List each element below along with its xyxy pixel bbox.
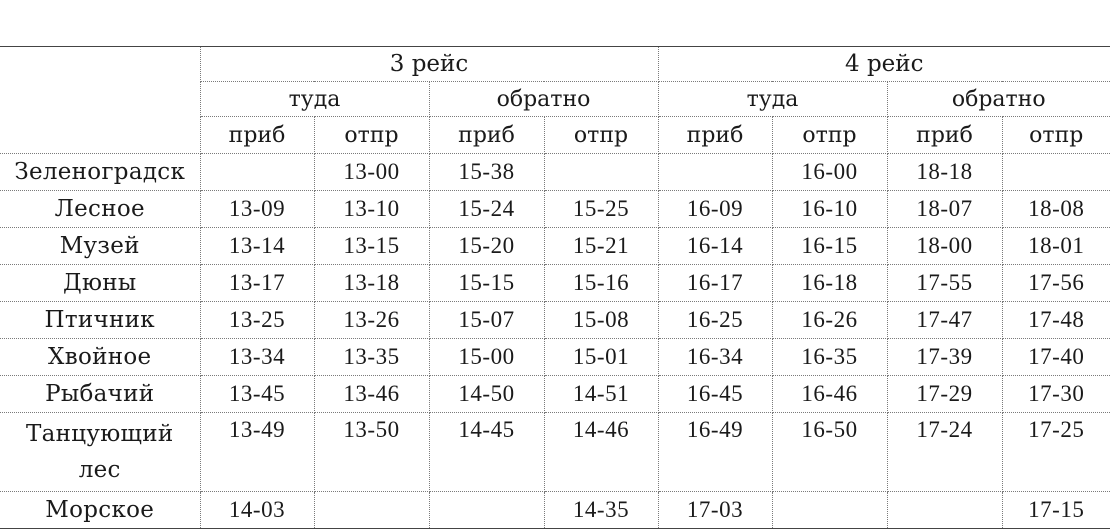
time-cell: 16-34: [658, 339, 772, 376]
table-row: [0, 413, 1110, 492]
time-cell: 13-09: [200, 191, 314, 228]
time-cell: 18-18: [887, 154, 1002, 191]
direction-header: обратно: [887, 82, 1110, 117]
time-cell: 15-15: [429, 265, 544, 302]
arrival-header: приб: [658, 117, 772, 154]
time-cell: 14-46: [544, 413, 658, 492]
time-cell: 16-26: [772, 302, 887, 339]
time-cell: 13-45: [200, 376, 314, 413]
time-cell: [772, 492, 887, 529]
time-cell: 17-40: [1002, 339, 1110, 376]
stop-name: Лесное: [0, 191, 200, 228]
time-cell: 16-18: [772, 265, 887, 302]
stop-name: Хвойное: [0, 339, 200, 376]
time-cell: 13-10: [314, 191, 429, 228]
time-cell: 16-35: [772, 339, 887, 376]
table-row: [0, 154, 1110, 191]
time-cell: 16-49: [658, 413, 772, 492]
time-cell: 17-24: [887, 413, 1002, 492]
table-row: [0, 492, 1110, 529]
time-cell: 17-25: [1002, 413, 1110, 492]
time-cell: 17-03: [658, 492, 772, 529]
time-cell: 16-09: [658, 191, 772, 228]
time-cell: 17-29: [887, 376, 1002, 413]
time-cell: 13-35: [314, 339, 429, 376]
time-cell: 17-30: [1002, 376, 1110, 413]
table-row: [0, 228, 1110, 265]
time-cell: [1002, 154, 1110, 191]
time-cell: 15-07: [429, 302, 544, 339]
trip-4-header: 4 рейс: [658, 47, 1110, 82]
trip-3-header: 3 рейс: [200, 47, 658, 82]
stop-name: Музей: [0, 228, 200, 265]
time-cell: 15-25: [544, 191, 658, 228]
trip-header-row: [0, 47, 1110, 82]
time-cell: 18-07: [887, 191, 1002, 228]
time-cell: 14-45: [429, 413, 544, 492]
time-cell: 13-46: [314, 376, 429, 413]
table-row: [0, 191, 1110, 228]
stop-name: Дюны: [0, 265, 200, 302]
time-cell: 16-46: [772, 376, 887, 413]
time-cell: 14-51: [544, 376, 658, 413]
time-cell: 16-00: [772, 154, 887, 191]
time-cell: 16-15: [772, 228, 887, 265]
arrival-header: приб: [429, 117, 544, 154]
time-cell: 16-50: [772, 413, 887, 492]
bus-schedule-table: [0, 46, 1110, 529]
time-cell: 14-50: [429, 376, 544, 413]
departure-header: отпр: [772, 117, 887, 154]
time-cell: 15-38: [429, 154, 544, 191]
time-cell: 13-17: [200, 265, 314, 302]
time-cell: 13-00: [314, 154, 429, 191]
time-cell: 15-16: [544, 265, 658, 302]
time-cell: 13-49: [200, 413, 314, 492]
time-cell: 17-15: [1002, 492, 1110, 529]
stop-name: Рыбачий: [0, 376, 200, 413]
time-cell: 13-26: [314, 302, 429, 339]
table-row: [0, 265, 1110, 302]
time-cell: 14-03: [200, 492, 314, 529]
time-cell: 17-55: [887, 265, 1002, 302]
time-cell: [658, 154, 772, 191]
time-cell: 18-08: [1002, 191, 1110, 228]
direction-header: обратно: [429, 82, 658, 117]
time-cell: [544, 154, 658, 191]
time-cell: 17-56: [1002, 265, 1110, 302]
time-cell: 13-14: [200, 228, 314, 265]
time-cell: 18-01: [1002, 228, 1110, 265]
time-cell: 15-08: [544, 302, 658, 339]
stop-name: Птичник: [0, 302, 200, 339]
stop-header-cell: [0, 47, 200, 154]
time-cell: 16-25: [658, 302, 772, 339]
time-cell: 16-10: [772, 191, 887, 228]
time-cell: 13-50: [314, 413, 429, 492]
stop-name-line: лес: [78, 457, 121, 483]
time-cell: 16-45: [658, 376, 772, 413]
time-cell: 17-48: [1002, 302, 1110, 339]
time-cell: [200, 154, 314, 191]
time-cell: 16-17: [658, 265, 772, 302]
time-cell: [314, 492, 429, 529]
time-cell: 15-24: [429, 191, 544, 228]
stop-name: Зеленоградск: [0, 154, 200, 191]
time-cell: 18-00: [887, 228, 1002, 265]
direction-header: туда: [658, 82, 887, 117]
time-cell: 17-47: [887, 302, 1002, 339]
table-row: [0, 376, 1110, 413]
arrival-header: приб: [887, 117, 1002, 154]
departure-header: отпр: [1002, 117, 1110, 154]
table-row: [0, 302, 1110, 339]
time-cell: 16-14: [658, 228, 772, 265]
table-row: [0, 339, 1110, 376]
time-cell: 13-15: [314, 228, 429, 265]
time-cell: 15-21: [544, 228, 658, 265]
departure-header: отпр: [314, 117, 429, 154]
time-cell: 13-25: [200, 302, 314, 339]
stop-name: [0, 413, 200, 492]
time-cell: 15-01: [544, 339, 658, 376]
time-cell: 17-39: [887, 339, 1002, 376]
arrival-header: приб: [200, 117, 314, 154]
direction-header: туда: [200, 82, 429, 117]
stop-name: Морское: [0, 492, 200, 529]
stop-name-line: Танцующий: [26, 421, 174, 447]
time-cell: [429, 492, 544, 529]
time-cell: 15-20: [429, 228, 544, 265]
time-cell: [887, 492, 1002, 529]
time-cell: 13-34: [200, 339, 314, 376]
time-cell: 13-18: [314, 265, 429, 302]
time-cell: 15-00: [429, 339, 544, 376]
departure-header: отпр: [544, 117, 658, 154]
time-cell: 14-35: [544, 492, 658, 529]
